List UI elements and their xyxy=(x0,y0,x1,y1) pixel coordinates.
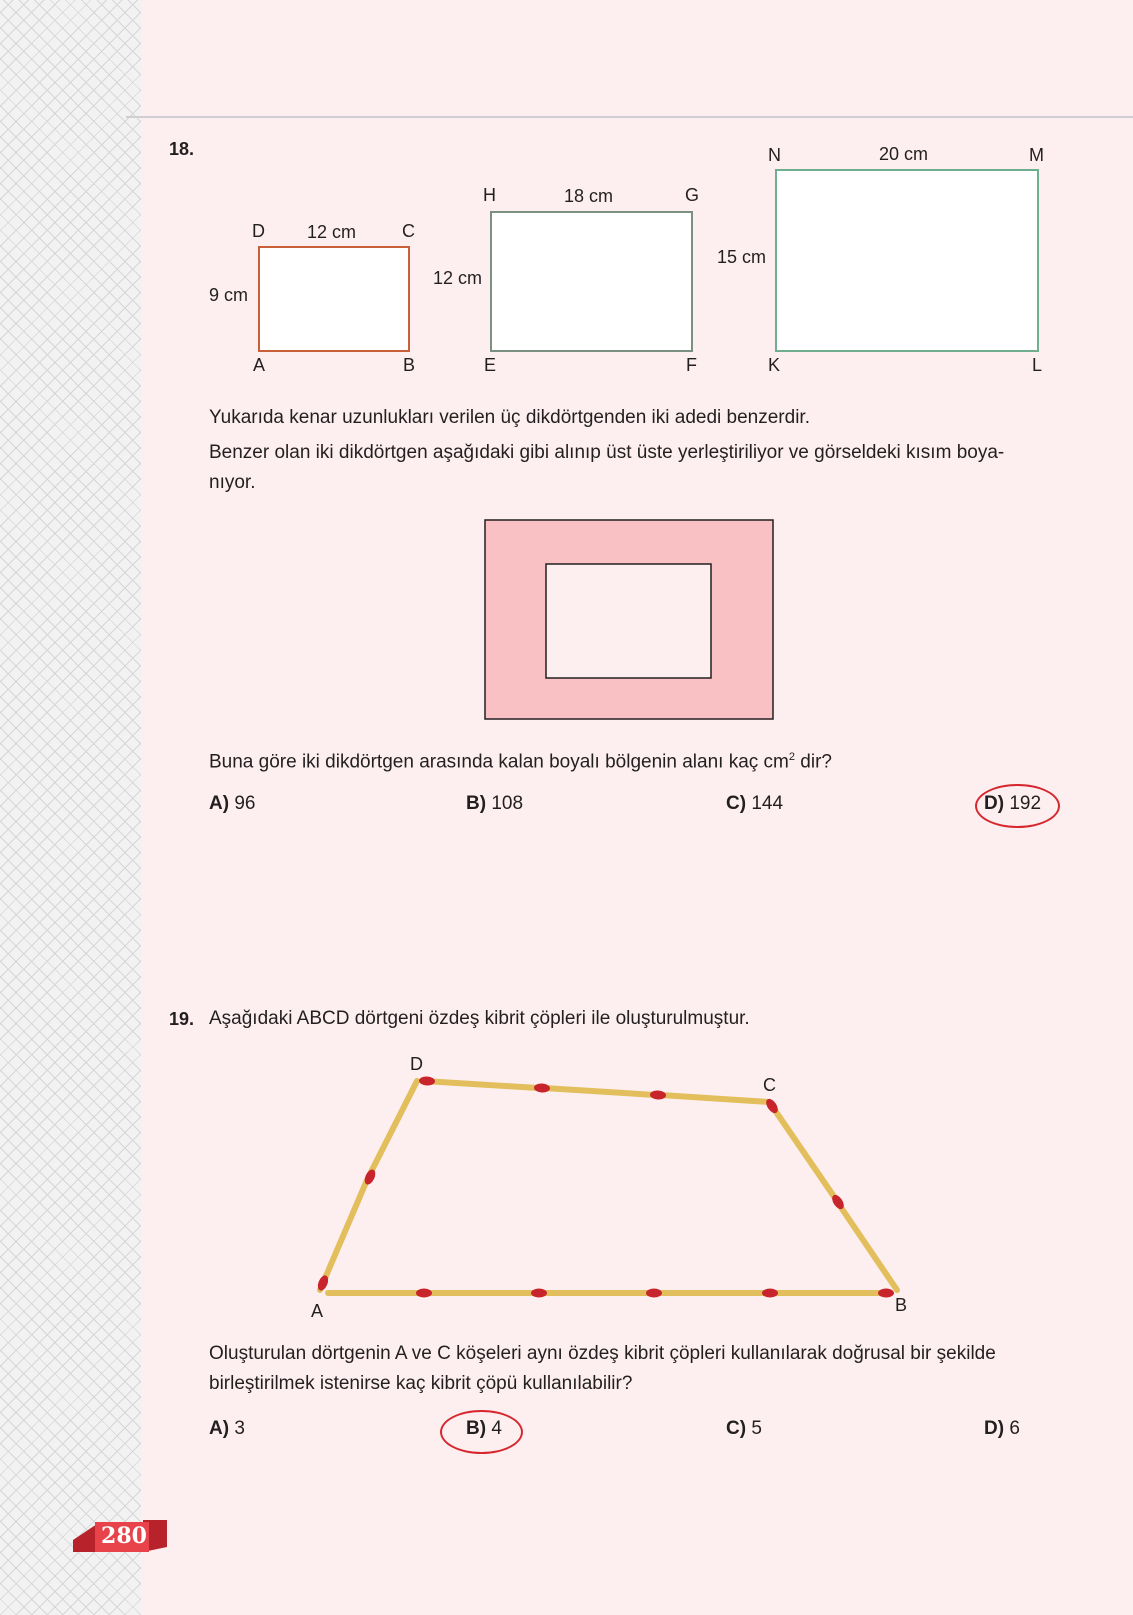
vertex-label-m: M xyxy=(1029,145,1044,165)
vertex-label-e: E xyxy=(484,355,497,375)
q18-option-c[interactable]: C) 144 xyxy=(726,793,784,814)
side-label-kn: 15 cm xyxy=(717,247,767,267)
vertex-label-l: L xyxy=(1032,355,1043,375)
page-number: 280 xyxy=(101,1523,147,1549)
q19-vertex-label-b: B xyxy=(895,1295,908,1315)
side-label-ad: 9 cm xyxy=(209,285,249,305)
q19-option-a[interactable]: A) 3 xyxy=(209,1418,245,1439)
q19-option-b[interactable]: B) 4 xyxy=(466,1418,502,1439)
q19-vertex-label-d: D xyxy=(410,1054,423,1074)
q18-option-d[interactable]: D) 192 xyxy=(984,793,1042,814)
side-label-nm: 20 cm xyxy=(879,144,929,164)
q19-text-line-3: birleştirilmek istenirse kaç kibrit çöpü kullanılabilir? xyxy=(209,1373,633,1394)
vertex-label-h: H xyxy=(483,185,496,205)
side-label-dc: 12 cm xyxy=(307,222,357,242)
question-18-number: 18. xyxy=(169,139,195,159)
vertex-label-b: B xyxy=(403,355,416,375)
vertex-label-c: C xyxy=(402,221,415,241)
q19-text-line-2: Oluşturulan dörtgenin A ve C köşeleri aynı özdeş kibrit çöpleri kullanılarak doğrusal bir şekilde xyxy=(209,1343,996,1364)
q19-option-d[interactable]: D) 6 xyxy=(984,1418,1020,1439)
q18-option-b[interactable]: B) 108 xyxy=(466,793,524,814)
q18-text-line-2: Benzer olan iki dikdörtgen aşağıdaki gibi alınıp üst üste yerleştiriliyor ve görseldeki kısım boya- xyxy=(209,442,1005,463)
q18-text-line-1: Yukarıda kenar uzunlukları verilen üç dikdörtgenden iki adedi benzerdir. xyxy=(209,407,810,428)
vertex-label-n: N xyxy=(768,145,781,165)
vertex-label-k: K xyxy=(768,355,781,375)
question-19-number: 19. xyxy=(169,1009,195,1029)
vertex-label-a: A xyxy=(253,355,266,375)
q19-option-c[interactable]: C) 5 xyxy=(726,1418,762,1439)
q19-vertex-label-a: A xyxy=(311,1301,324,1321)
vertex-label-f: F xyxy=(686,355,697,375)
q18-text-line-3: nıyor. xyxy=(209,472,256,493)
q19-text-line-1: Aşağıdaki ABCD dörtgeni özdeş kibrit çöpleri ile oluşturulmuştur. xyxy=(209,1008,750,1029)
vertex-label-g: G xyxy=(685,185,700,205)
side-label-eh: 12 cm xyxy=(433,268,483,288)
side-label-hg: 18 cm xyxy=(564,186,614,206)
q18-option-a[interactable]: A) 96 xyxy=(209,793,256,814)
q19-vertex-label-c: C xyxy=(763,1075,776,1095)
vertex-label-d: D xyxy=(252,221,265,241)
q18-question: Buna göre iki dikdörtgen arasında kalan boyalı bölgenin alanı kaç $cm^2$ dir? xyxy=(209,751,832,773)
